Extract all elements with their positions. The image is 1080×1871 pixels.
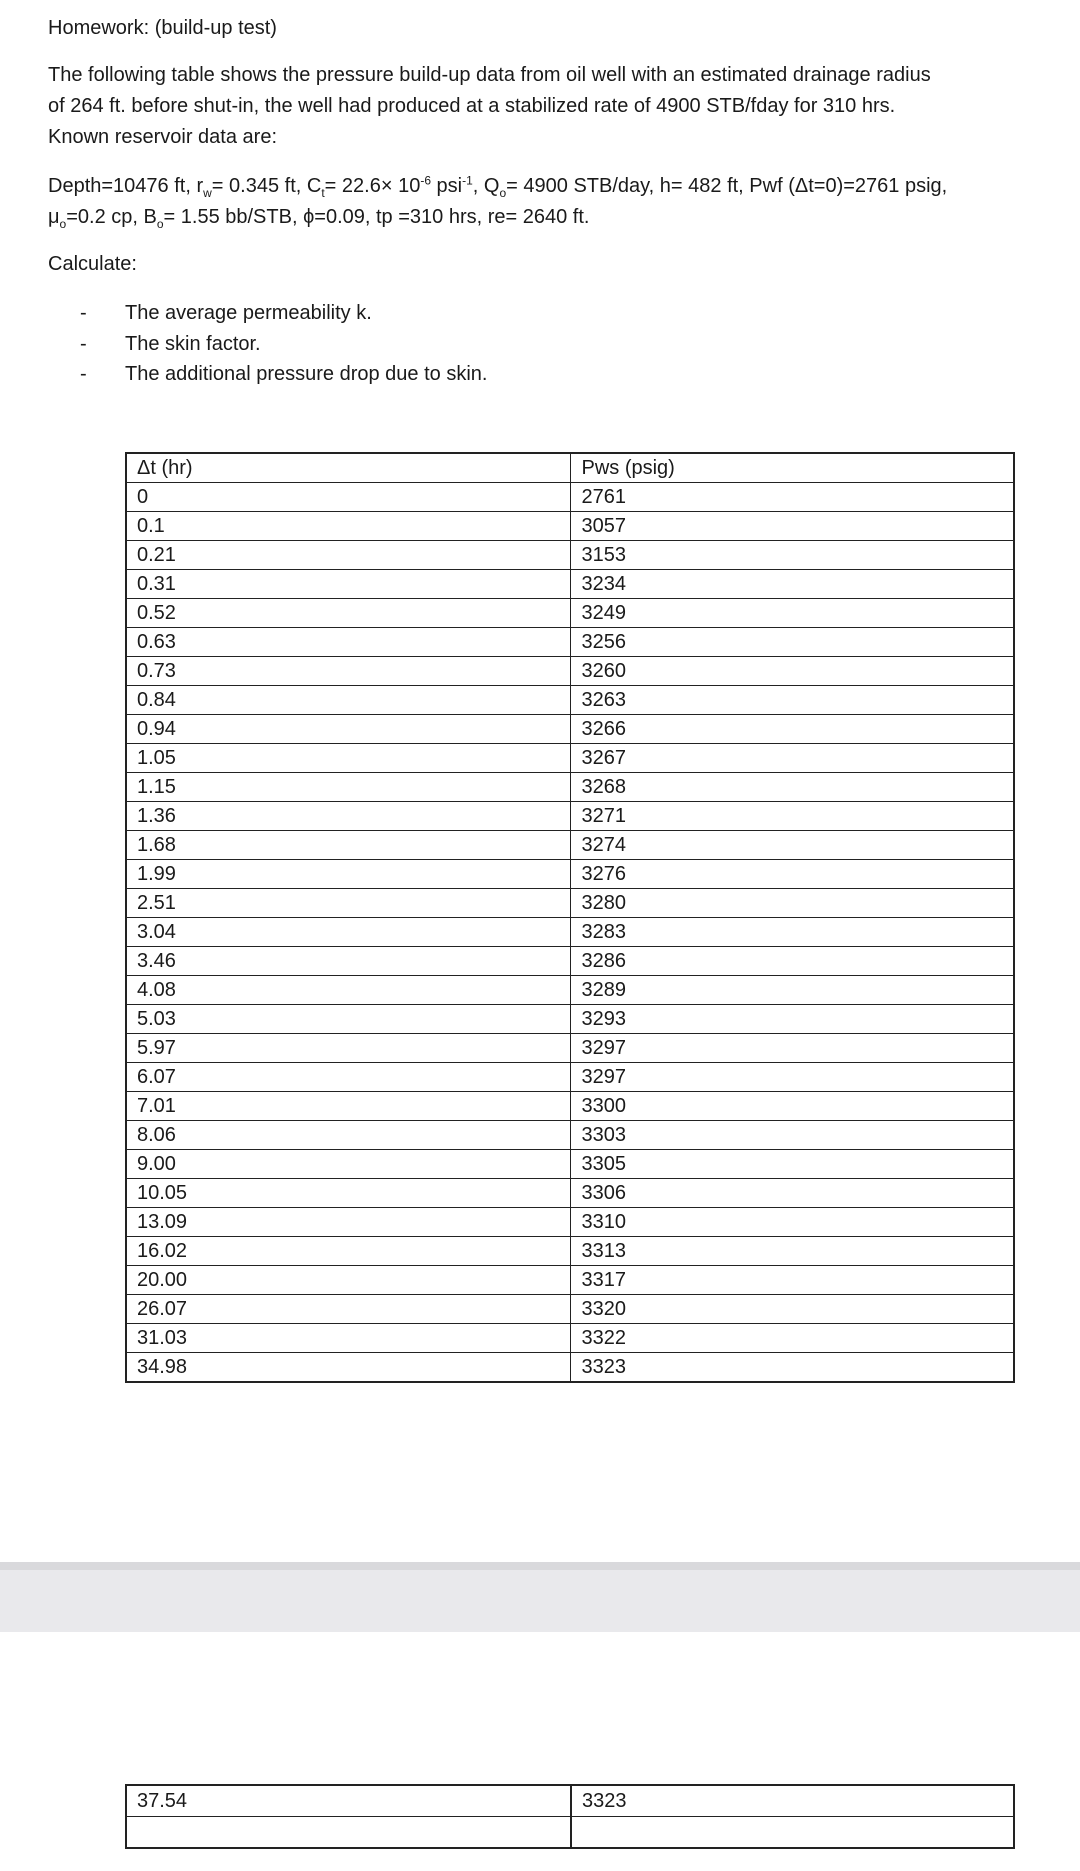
cell-delta-t: 37.54 [126, 1785, 571, 1817]
cell-pws: 3276 [571, 860, 1014, 889]
table-row [126, 483, 1014, 512]
page-title: Homework: (build-up test) [48, 17, 277, 39]
calculate-list [80, 298, 487, 390]
table-row [126, 715, 1014, 744]
table-row [126, 570, 1014, 599]
table-row [126, 1121, 1014, 1150]
param-mu: $\mu_o=0.2$ cp, [48, 206, 144, 231]
cell-delta-t [126, 1817, 571, 1849]
param-rw: $r_w= 0.345$ ft, [196, 175, 307, 200]
intro-paragraph [48, 60, 1028, 153]
cell-delta-t: 0.84 [126, 686, 571, 715]
params-line-2 [48, 202, 1038, 233]
cell-pws: 3263 [571, 686, 1014, 715]
buildup-data-table [125, 452, 1015, 1383]
cell-pws: 3267 [571, 744, 1014, 773]
table-row [126, 744, 1014, 773]
cell-pws: 3297 [571, 1034, 1014, 1063]
table-row [126, 657, 1014, 686]
cell-delta-t: 31.03 [126, 1324, 571, 1353]
calculate-label: Calculate: [48, 253, 137, 275]
cell-delta-t: 1.05 [126, 744, 571, 773]
cell-delta-t: 3.04 [126, 918, 571, 947]
cell-pws: 3153 [571, 541, 1014, 570]
document-page-2 [0, 1632, 1080, 1871]
cell-delta-t: 5.97 [126, 1034, 571, 1063]
table-row [126, 1208, 1014, 1237]
intro-line: The following table shows the pressure build-up data from oil well with an estimated drainage radius [48, 64, 931, 86]
table-row [126, 1150, 1014, 1179]
cell-delta-t: 9.00 [126, 1150, 571, 1179]
cell-delta-t: 20.00 [126, 1266, 571, 1295]
table-row [126, 1785, 1014, 1817]
table-row [126, 1353, 1014, 1383]
cell-pws: 3323 [571, 1353, 1014, 1383]
intro-line: Known reservoir data are: [48, 126, 278, 148]
cell-pws: 3271 [571, 802, 1014, 831]
table-row [126, 512, 1014, 541]
cell-delta-t: 0.73 [126, 657, 571, 686]
table-row [126, 1817, 1014, 1849]
table-row [126, 1005, 1014, 1034]
cell-delta-t: 0.21 [126, 541, 571, 570]
cell-pws [571, 1817, 1014, 1849]
cell-delta-t: 26.07 [126, 1295, 571, 1324]
cell-delta-t: 10.05 [126, 1179, 571, 1208]
cell-delta-t: 0.31 [126, 570, 571, 599]
table-row [126, 802, 1014, 831]
list-item: - The average permeability k. [80, 302, 372, 324]
cell-delta-t: 16.02 [126, 1237, 571, 1266]
table-row [126, 1063, 1014, 1092]
cell-delta-t: 0.94 [126, 715, 571, 744]
cell-pws: 3305 [571, 1150, 1014, 1179]
cell-pws: 2761 [571, 483, 1014, 512]
table-row [126, 1237, 1014, 1266]
cell-delta-t: 1.36 [126, 802, 571, 831]
param-qo: $Q_o= 4900$ STB/day, h= 482 ft, Pwf (Δt=0)=2761 psig, [483, 175, 948, 200]
cell-pws: 3266 [571, 715, 1014, 744]
cell-pws: 3289 [571, 976, 1014, 1005]
cell-delta-t: 3.46 [126, 947, 571, 976]
cell-pws: 3313 [571, 1237, 1014, 1266]
cell-pws: 3286 [571, 947, 1014, 976]
cell-delta-t: 0.63 [126, 628, 571, 657]
cell-delta-t: 2.51 [126, 889, 571, 918]
table-row [126, 860, 1014, 889]
cell-pws: 3057 [571, 512, 1014, 541]
cell-delta-t: 0.52 [126, 599, 571, 628]
cell-delta-t: 8.06 [126, 1121, 571, 1150]
cell-delta-t: 0.1 [126, 512, 571, 541]
table-row [126, 628, 1014, 657]
list-item: - The skin factor. [80, 332, 261, 355]
table-row [126, 599, 1014, 628]
table-row [126, 1034, 1014, 1063]
table-row [126, 918, 1014, 947]
cell-delta-t: 4.08 [126, 976, 571, 1005]
cell-pws: 3234 [571, 570, 1014, 599]
cell-pws: 3260 [571, 657, 1014, 686]
table-row [126, 541, 1014, 570]
intro-line: of 264 ft. before shut-in, the well had produced at a stabilized rate of 4900 STB/fday for 310 hrs. [48, 95, 896, 117]
cell-delta-t: 13.09 [126, 1208, 571, 1237]
cell-pws: 3317 [571, 1266, 1014, 1295]
table-row [126, 976, 1014, 1005]
header-pws: Pws (psig) [571, 453, 1014, 483]
params-line-1 [48, 171, 1038, 202]
table-row [126, 773, 1014, 802]
cell-pws: 3249 [571, 599, 1014, 628]
param-bo: $B_o= 1.55$ bb/STB, ϕ=0.09, tp =310 hrs, re= 2640 ft. [143, 206, 590, 231]
reservoir-parameters [48, 171, 1038, 233]
cell-pws: 3303 [571, 1121, 1014, 1150]
table-row [126, 1179, 1014, 1208]
cell-pws: 3323 [571, 1785, 1014, 1817]
cell-pws: 3322 [571, 1324, 1014, 1353]
table-row [126, 1092, 1014, 1121]
table-row [126, 1266, 1014, 1295]
cell-pws: 3274 [571, 831, 1014, 860]
cell-pws: 3320 [571, 1295, 1014, 1324]
table-row [126, 889, 1014, 918]
cell-delta-t: 1.68 [126, 831, 571, 860]
cell-delta-t: 5.03 [126, 1005, 571, 1034]
cell-delta-t: 1.15 [126, 773, 571, 802]
header-delta-t: Δt (hr) [126, 453, 571, 483]
cell-delta-t: 6.07 [126, 1063, 571, 1092]
cell-pws: 3256 [571, 628, 1014, 657]
cell-pws: 3283 [571, 918, 1014, 947]
cell-delta-t: 34.98 [126, 1353, 571, 1383]
table-row [126, 1295, 1014, 1324]
table-row [126, 686, 1014, 715]
cell-delta-t: 7.01 [126, 1092, 571, 1121]
list-item: - The additional pressure drop due to skin. [80, 363, 488, 385]
cell-pws: 3293 [571, 1005, 1014, 1034]
table-row [126, 947, 1014, 976]
param-ct: $C_t= 22.6\times 10^{-6}$ psi$^{-1}$, [306, 173, 484, 200]
cell-pws: 3310 [571, 1208, 1014, 1237]
table-row [126, 831, 1014, 860]
table-header-row [126, 453, 1014, 483]
cell-pws: 3300 [571, 1092, 1014, 1121]
cell-pws: 3297 [571, 1063, 1014, 1092]
param-depth: Depth=10476 ft, [48, 175, 197, 197]
page-separator [0, 1562, 1080, 1632]
buildup-data-table-continued [125, 1784, 1015, 1849]
table-row [126, 1324, 1014, 1353]
cell-pws: 3280 [571, 889, 1014, 918]
cell-pws: 3306 [571, 1179, 1014, 1208]
cell-pws: 3268 [571, 773, 1014, 802]
cell-delta-t: 1.99 [126, 860, 571, 889]
cell-delta-t: 0 [126, 483, 571, 512]
